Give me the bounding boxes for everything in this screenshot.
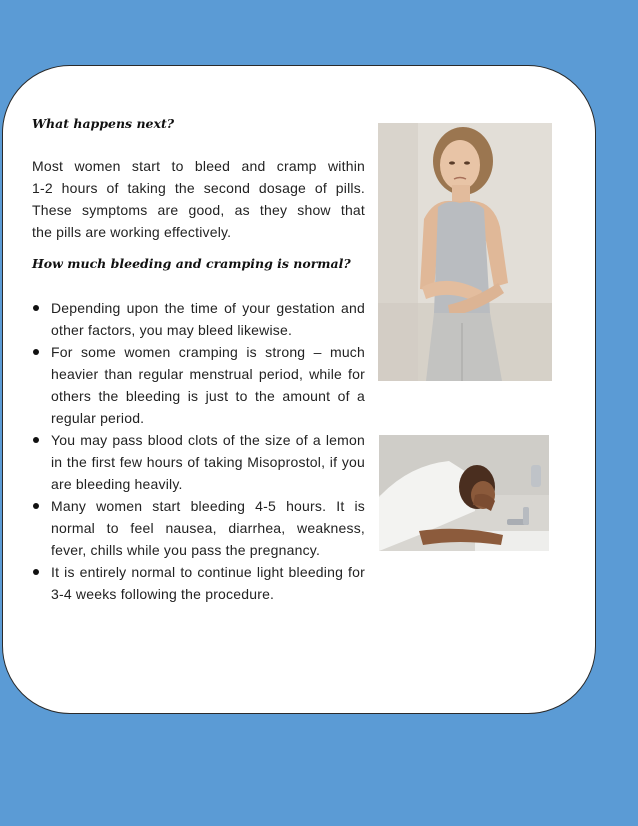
bullet-list bbox=[32, 297, 365, 605]
bullet-icon bbox=[33, 437, 39, 443]
list-item bbox=[32, 561, 365, 605]
bullet-icon bbox=[33, 305, 39, 311]
intro-line: These symptoms are good, as they show that bbox=[32, 202, 365, 218]
list-item-text: You may pass blood clots of the size of a lemon in the first few hours of taking Misoprostol, if you are bleeding heavily. bbox=[51, 432, 365, 492]
heading-bleeding-normal: How much bleeding and cramping is normal? bbox=[32, 256, 351, 271]
heading-what-happens-next: What happens next? bbox=[32, 116, 175, 131]
photo-woman-at-sink-illustration bbox=[379, 435, 549, 551]
text-column bbox=[32, 116, 365, 605]
list-item-text: For some women cramping is strong – much heavier than regular menstrual period, while for others the bleeding is just to the amount of a regular period. bbox=[51, 344, 365, 426]
intro-line: 1-2 hours of taking the second dosage of pills. bbox=[32, 180, 365, 196]
list-item bbox=[32, 341, 365, 429]
intro-line: Most women start to bleed and cramp within bbox=[32, 158, 365, 174]
list-item-text: Depending upon the time of your gestation and other factors, you may bleed likewise. bbox=[51, 300, 365, 338]
list-item bbox=[32, 495, 365, 561]
photo-woman-cramping-illustration bbox=[378, 123, 552, 381]
content-card bbox=[2, 65, 596, 714]
bullet-icon bbox=[33, 503, 39, 509]
list-item-text: Many women start bleeding 4-5 hours. It is normal to feel nausea, diarrhea, weakness, fever, chills while you pass the pregnancy. bbox=[51, 498, 365, 558]
intro-line: the pills are working effectively. bbox=[32, 224, 232, 240]
list-item-text: It is entirely normal to continue light bleeding for 3-4 weeks following the procedure. bbox=[51, 564, 365, 602]
intro-paragraph bbox=[32, 155, 365, 243]
list-item bbox=[32, 297, 365, 341]
photo-woman-at-sink bbox=[379, 435, 549, 551]
photo-woman-cramping bbox=[378, 123, 552, 381]
bullet-icon bbox=[33, 569, 39, 575]
bullet-icon bbox=[33, 349, 39, 355]
list-item bbox=[32, 429, 365, 495]
